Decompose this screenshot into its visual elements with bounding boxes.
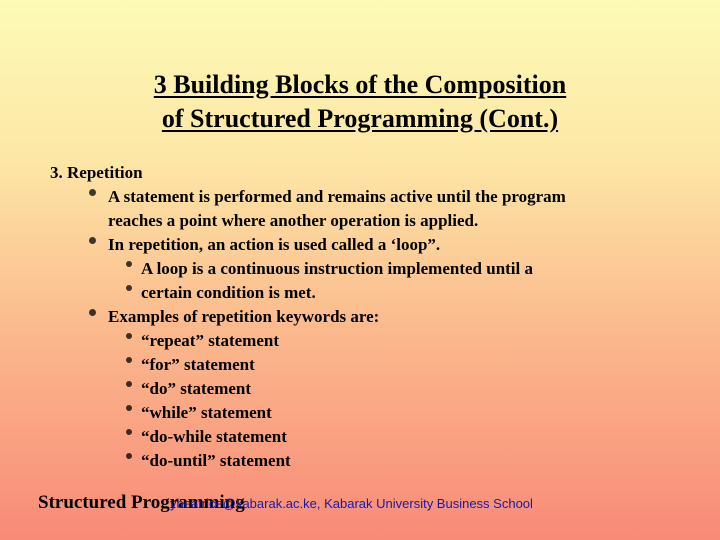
keyword-item: “do-until” statement	[141, 451, 291, 470]
keyword-item: “while” statement	[141, 403, 272, 422]
keyword-dot-icon	[126, 357, 132, 363]
slide-title-line-2: of Structured Programming (Cont.)	[161, 104, 559, 133]
keyword-item: “do-while statement	[141, 427, 287, 446]
footer-contact: ybeatrice@kabarak.ac.ke, Kabarak University Business School	[170, 496, 533, 511]
sub-bullet-text-1: A loop is a continuous instruction implemented until a	[141, 259, 534, 278]
footer-course-title: Structured Programming	[38, 492, 245, 513]
keyword-dot-icon	[126, 381, 132, 387]
bullet-dot-icon	[89, 237, 96, 244]
bullet-dot-icon	[89, 189, 96, 196]
bullet-text-1b: reaches a point where another operation is applied.	[108, 211, 479, 230]
keyword-item: “do” statement	[141, 379, 252, 398]
bullet-text-1a: A statement is performed and remains active until the program	[108, 187, 566, 206]
slide-title-line-1: 3 Building Blocks of the Composition	[153, 70, 567, 99]
slide-title	[0, 68, 720, 136]
keyword-item: “repeat” statement	[141, 331, 280, 350]
bullet-text-2: In repetition, an action is used called a ‘loop”.	[108, 235, 441, 254]
bullet-dot-icon	[89, 309, 96, 316]
sub-bullet-text-2: certain condition is met.	[141, 283, 316, 302]
sub-bullet-dot-icon	[126, 285, 132, 291]
keyword-dot-icon	[126, 405, 132, 411]
keyword-dot-icon	[126, 429, 132, 435]
bullet-text-3: Examples of repetition keywords are:	[108, 307, 380, 326]
section-heading: 3. Repetition	[50, 163, 143, 182]
keyword-item: “for” statement	[141, 355, 255, 374]
keyword-dot-icon	[126, 453, 132, 459]
keyword-dot-icon	[126, 333, 132, 339]
sub-bullet-dot-icon	[126, 261, 132, 267]
